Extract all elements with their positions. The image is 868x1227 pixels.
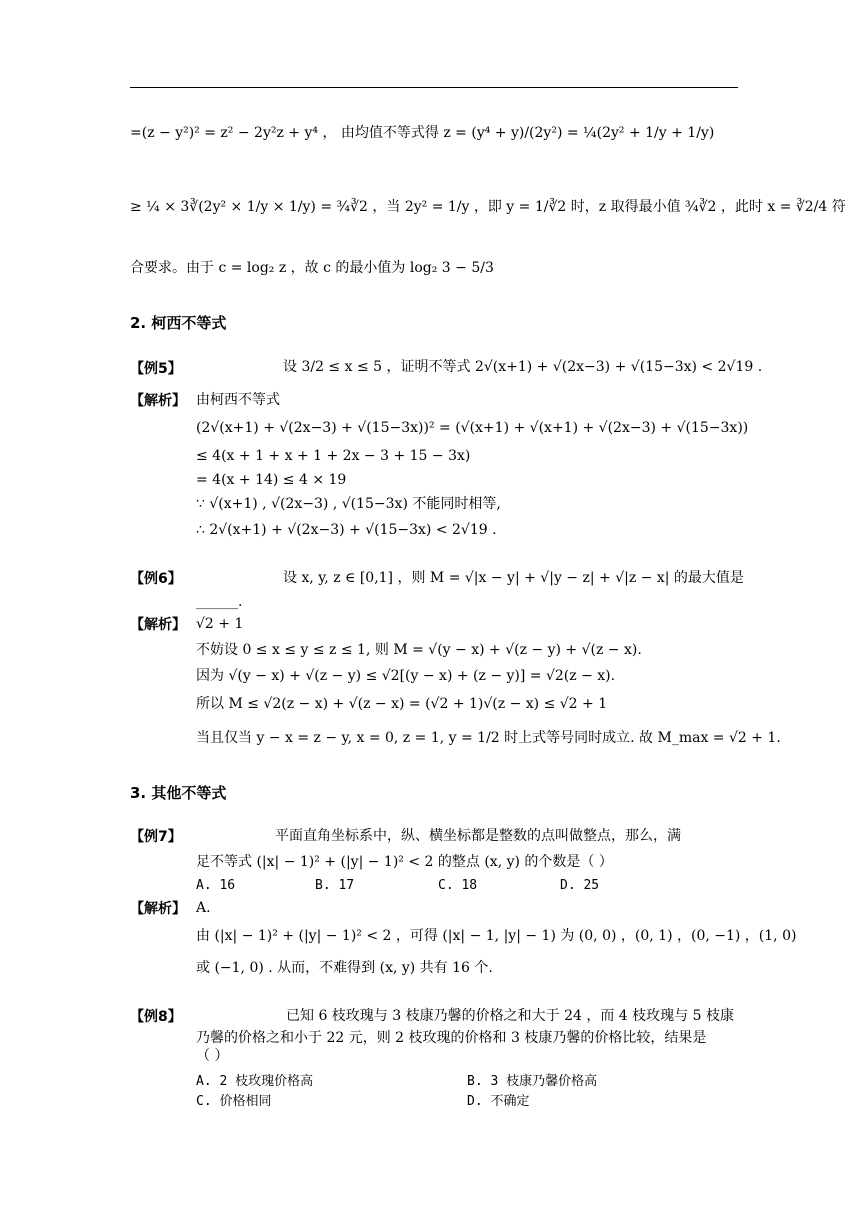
example-7-question-line-1: 平面直角坐标系中，纵、横坐标都是整数的点叫做整点，那么，满: [275, 828, 681, 844]
example-8-question-line-3: （ ）: [196, 1048, 229, 1064]
example-5-solution-intro: 由柯西不等式: [196, 392, 280, 408]
example-6-step-2: 因为 √(y − x) + √(z − y) ≤ √2[(y − x) + (z − y)] = √2(z − x).: [196, 668, 616, 684]
example-8-question-line-2: 乃馨的价格之和小于 22 元，则 2 枝玫瑰的价格和 3 枝康乃馨的价格比较，结果是: [196, 1030, 707, 1046]
example-5-question: 设 3/2 ≤ x ≤ 5 ，证明不等式 2√(x+1) + √(2x−3) + √(15−3x) < 2√19 .: [283, 359, 763, 375]
example-6-tag: 【例6】: [130, 571, 182, 587]
example-6-step-1: 不妨设 0 ≤ x ≤ y ≤ z ≤ 1, 则 M = √(y − x) + √(z − y) + √(z − x).: [196, 642, 642, 658]
example-5-step-2: ≤ 4(x + 1 + x + 1 + 2x − 3 + 15 − 3x): [196, 448, 471, 464]
example-7-question-line-2: 足不等式 (|x| − 1)² + (|y| − 1)² < 2 的整点 (x, y) 的个数是（ ）: [196, 854, 613, 870]
example-7-step-2: 或 (−1, 0) . 从而，不难得到 (x, y) 共有 16 个.: [196, 960, 493, 976]
example-6-solution-tag: 【解析】: [130, 617, 186, 633]
example-7-option-d: D. 25: [560, 878, 600, 893]
example-8-option-b: B. 3 枝康乃馨价格高: [467, 1074, 598, 1089]
example-5-step-5: ∴ 2√(x+1) + √(2x−3) + √(15−3x) < 2√19 .: [196, 522, 497, 538]
example-7-tag: 【例7】: [130, 829, 182, 845]
example-5-solution-tag: 【解析】: [130, 393, 186, 409]
header-rule: [130, 87, 738, 88]
example-7-option-c: C. 18: [438, 878, 478, 893]
example-7-option-a: A. 16: [196, 878, 236, 893]
example-8-question-line-1: 已知 6 枝玫瑰与 3 枝康乃馨的价格之和大于 24 ，而 4 枝玫瑰与 5 枝康: [286, 1008, 734, 1024]
example-7-solution-tag: 【解析】: [130, 901, 186, 917]
example-6-question: 设 x, y, z ∈ [0,1] ，则 M = √|x − y| + √|y − z| + √|z − x| 的最大值是: [283, 570, 744, 586]
example-5-step-3: = 4(x + 14) ≤ 4 × 19: [196, 472, 347, 488]
example-5-step-1: (2√(x+1) + √(2x−3) + √(15−3x))² = (√(x+1) + √(x+1) + √(2x−3) + √(15−3x)): [196, 420, 749, 436]
example-6-answer: √2 + 1: [196, 616, 244, 632]
example-6-step-4: 当且仅当 y − x = z − y, x = 0, z = 1, y = 1/2 时上式等号同时成立. 故 M_max = √2 + 1.: [196, 730, 781, 746]
solution-line-3: 合要求。由于 c = log₂ z ，故 c 的最小值为 log₂ 3 − 5/3: [130, 260, 494, 276]
solution-line-1: =(z − y²)² = z² − 2y²z + y⁴ ， 由均值不等式得 z = (y⁴ + y)/(2y²) = ¼(2y² + 1/y + 1/y): [130, 125, 715, 141]
example-5-step-4: ∵ √(x+1) , √(2x−3) , √(15−3x) 不能同时相等,: [196, 496, 501, 512]
example-7-answer: A.: [196, 900, 211, 916]
section-heading-other: 3. 其他不等式: [130, 784, 227, 802]
section-heading-cauchy: 2. 柯西不等式: [130, 314, 227, 332]
example-7-option-b: B. 17: [315, 878, 355, 893]
example-8-option-d: D. 不确定: [467, 1094, 530, 1109]
example-8-tag: 【例8】: [130, 1009, 182, 1025]
example-6-blank: ______.: [196, 594, 243, 610]
example-6-step-3: 所以 M ≤ √2(z − x) + √(z − x) = (√2 + 1)√(z − x) ≤ √2 + 1: [196, 696, 608, 712]
example-8-option-a: A. 2 枝玫瑰价格高: [196, 1074, 314, 1089]
example-8-option-c: C. 价格相同: [196, 1094, 272, 1109]
example-7-step-1: 由 (|x| − 1)² + (|y| − 1)² < 2 ，可得 (|x| − 1, |y| − 1) 为 (0, 0) ，(0, 1) ，(0, −1) ，(1, 0): [196, 928, 797, 944]
example-5-tag: 【例5】: [130, 361, 182, 377]
solution-line-2: ≥ ¼ × 3∛(2y² × 1/y × 1/y) = ¾∛2 ，当 2y² = 1/y ，即 y = 1/∛2 时，z 取得最小值 ¾∛2 ，此时 x = ∛2/4 符: [130, 199, 846, 215]
